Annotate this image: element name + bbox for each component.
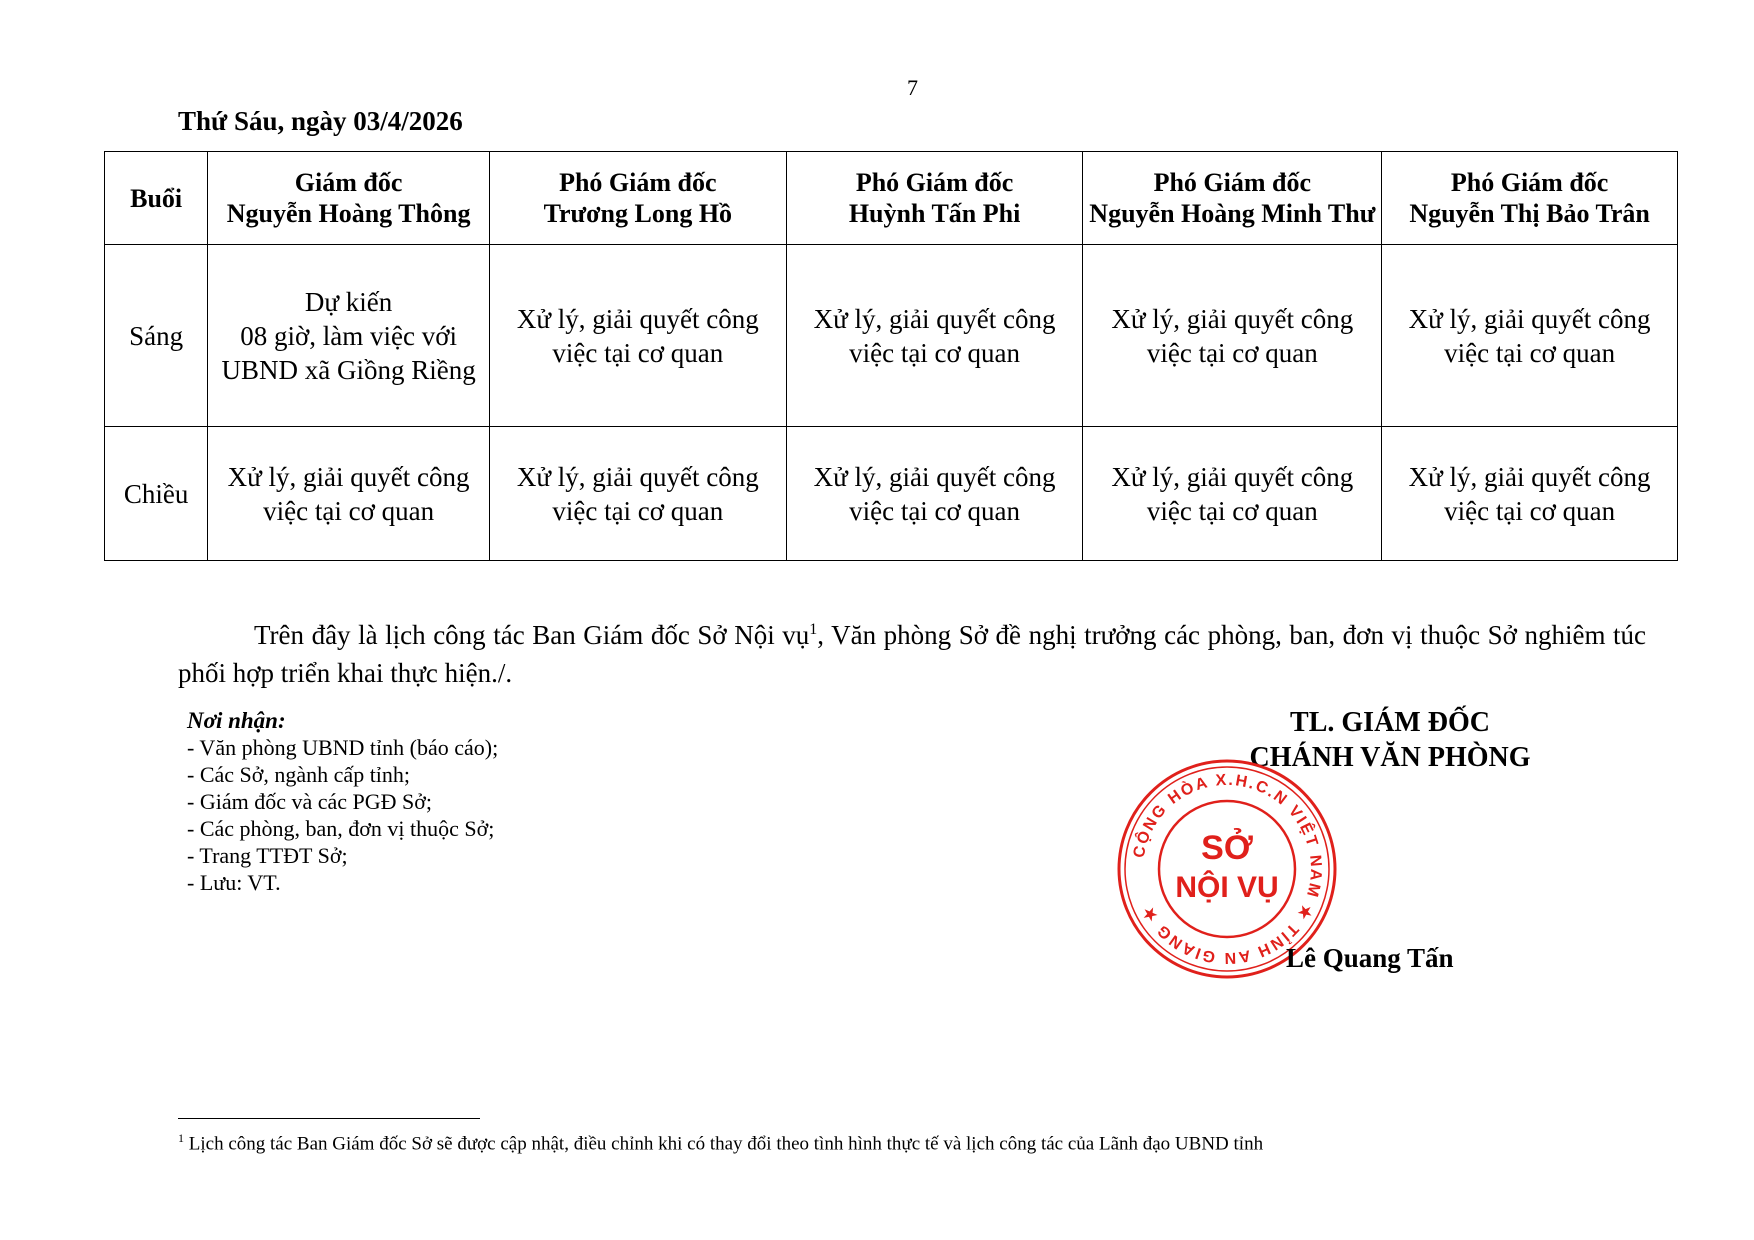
closing-text: Trên đây là lịch công tác Ban Giám đốc Sở Nội vụ xyxy=(254,620,810,650)
recipients-block xyxy=(187,707,498,896)
session-cell: Chiều xyxy=(105,427,208,561)
closing-paragraph xyxy=(178,616,1646,692)
page-number: 7 xyxy=(907,75,918,100)
footnote-text: Lịch công tác Ban Giám đốc Sở sẽ được cập nhật, điều chỉnh khi có thay đổi theo tình hình thực tế và lịch công tác của Lãnh đạo UBND tỉnh xyxy=(184,1133,1264,1155)
seal-ring-text: CỘNG HÒA X.H.C.N VIỆT NAM ★ TỈNH AN GIANG ★ xyxy=(1130,771,1325,967)
schedule-cell: Xử lý, giải quyết công việc tại cơ quan xyxy=(786,245,1083,427)
footnote-number: 1 xyxy=(178,1131,184,1145)
recipient-item: - Lưu: VT. xyxy=(187,870,281,895)
schedule-cell: Xử lý, giải quyết công việc tại cơ quan xyxy=(786,427,1083,561)
session-cell: Sáng xyxy=(105,245,208,427)
recipient-item: - Các phòng, ban, đơn vị thuộc Sở; xyxy=(187,816,495,841)
column-role: Phó Giám đốc xyxy=(855,168,1014,197)
column-header xyxy=(489,152,786,245)
table-row xyxy=(105,427,1678,561)
recipient-item: - Các Sở, ngành cấp tỉnh; xyxy=(187,762,411,787)
schedule-cell: Xử lý, giải quyết công việc tại cơ quan xyxy=(1382,245,1678,427)
column-role: Phó Giám đốc xyxy=(1450,168,1609,197)
column-role: Phó Giám đốc xyxy=(559,168,717,197)
schedule-cell: Xử lý, giải quyết công việc tại cơ quan xyxy=(208,427,490,561)
signature-subtitle: CHÁNH VĂN PHÒNG xyxy=(1249,742,1531,773)
table-row xyxy=(105,245,1678,427)
column-person: Nguyễn Thị Bảo Trân xyxy=(1409,199,1650,228)
schedule-cell: Xử lý, giải quyết công việc tại cơ quan xyxy=(489,245,786,427)
schedule-cell: Xử lý, giải quyết công việc tại cơ quan xyxy=(1382,427,1678,561)
schedule-header-row xyxy=(105,152,1678,245)
closing-text-continued: , Văn phòng Sở đề nghị trưởng các phòng, ban, đơn vị thuộc Sở nghiêm túc phối hợp triển khai thực hiện./. xyxy=(178,620,1646,688)
column-role: Phó Giám đốc xyxy=(1153,168,1312,197)
footnote xyxy=(178,1131,1263,1155)
schedule-cell: Xử lý, giải quyết công việc tại cơ quan xyxy=(489,427,786,561)
signature-title: TL. GIÁM ĐỐC xyxy=(1290,707,1490,738)
recipient-item: - Giám đốc và các PGĐ Sở; xyxy=(187,789,433,814)
schedule-table xyxy=(104,151,1678,561)
seal-center-bottom: NỘI VỤ xyxy=(1175,871,1279,904)
column-header xyxy=(1382,152,1678,245)
column-role: Giám đốc xyxy=(294,168,403,197)
column-person: Nguyễn Hoàng Minh Thư xyxy=(1089,199,1376,228)
schedule-cell: Xử lý, giải quyết công việc tại cơ quan xyxy=(1083,245,1382,427)
column-person: Huỳnh Tấn Phi xyxy=(848,199,1021,228)
recipients-title: Nơi nhận: xyxy=(187,708,286,733)
session-header: Buổi xyxy=(105,152,208,245)
day-heading: Thứ Sáu, ngày 03/4/2026 xyxy=(178,106,463,136)
column-header xyxy=(786,152,1083,245)
column-person: Nguyễn Hoàng Thông xyxy=(226,199,471,228)
column-header xyxy=(1083,152,1382,245)
footnote-divider xyxy=(178,1118,480,1119)
footnote-reference: 1 xyxy=(809,621,818,638)
recipient-item: - Trang TTĐT Sở; xyxy=(187,843,348,868)
schedule-cell: Xử lý, giải quyết công việc tại cơ quan xyxy=(1083,427,1382,561)
recipient-item: - Văn phòng UBND tỉnh (báo cáo); xyxy=(187,735,499,760)
signer-name: Lê Quang Tấn xyxy=(1286,943,1454,973)
seal-center-top: SỞ xyxy=(1201,829,1253,867)
column-header xyxy=(208,152,490,245)
column-person: Trương Long Hồ xyxy=(543,199,733,228)
schedule-cell: Dự kiến 08 giờ, làm việc với UBND xã Giồng Riềng xyxy=(208,245,490,427)
